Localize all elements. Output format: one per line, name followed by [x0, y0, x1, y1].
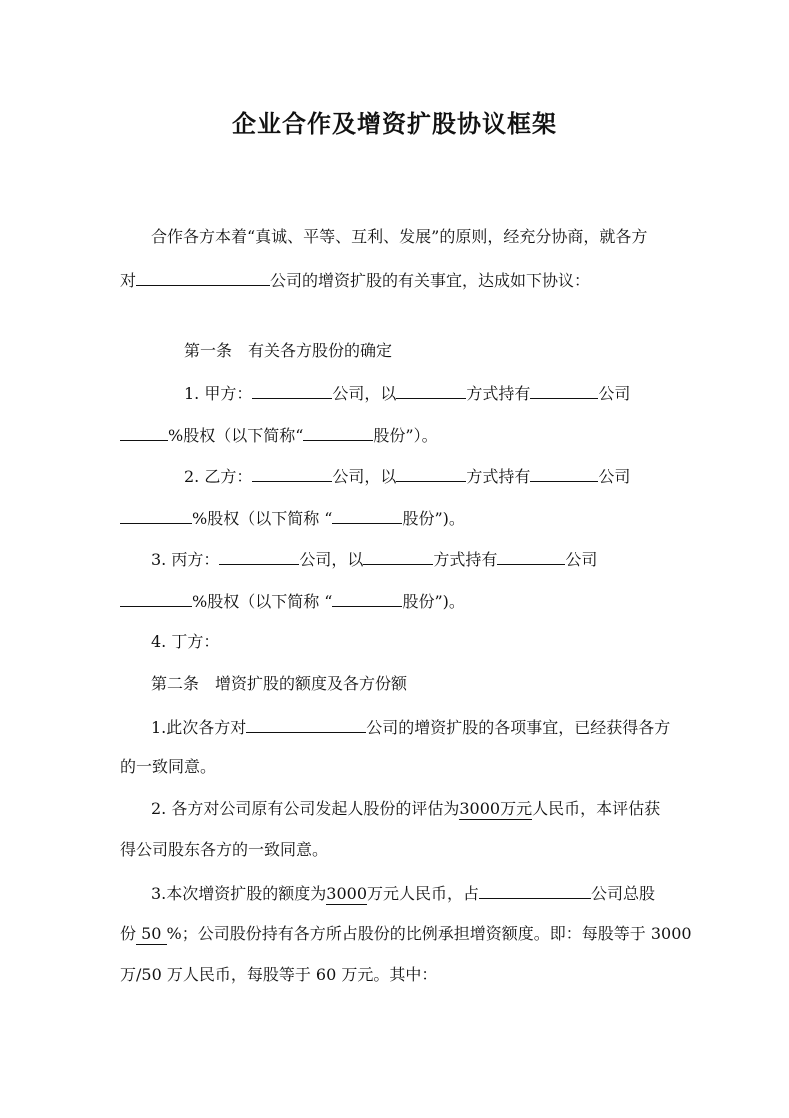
party-a-company-text: 公司，以 [332, 384, 397, 403]
party-b-share-name-blank [332, 506, 402, 524]
art2-p1-line-1 [151, 715, 670, 739]
intro-line-2-text: 公司的增资扩股的有关事宜，达成如下协议： [270, 271, 591, 290]
art2-p3-prefix: 3.本次增资扩股的额度为 [151, 884, 327, 903]
art2-p2-text: 人民币，本评估获 [532, 799, 661, 818]
party-c-line-2 [120, 589, 465, 613]
party-a-share-text: %股权（以下简称“ [168, 426, 304, 445]
party-d-line: 4. 丁方： [151, 632, 220, 651]
intro-line-2-prefix: 对 [120, 271, 137, 290]
party-c-company-text: 公司，以 [299, 550, 364, 569]
party-b-method-text: 方式持有 [466, 467, 531, 486]
party-b-company-text: 公司，以 [332, 467, 397, 486]
art2-p3-share-word: 份 [120, 924, 137, 943]
party-c-line [151, 547, 597, 571]
art2-p3-amount: 3000 [326, 884, 367, 903]
party-a-label: 1. 甲方： [184, 384, 253, 403]
art2-p2-line-1 [151, 798, 660, 820]
art2-p3-text-1: 万元人民币，占 [367, 884, 480, 903]
party-a-share-name-blank [303, 423, 373, 441]
party-a-method-blank [396, 381, 466, 399]
party-a-company2-text: 公司 [598, 384, 631, 403]
party-c-share-name-blank [332, 589, 402, 607]
art2-p3-line-1 [151, 881, 655, 905]
article-1-heading: 第一条 有关各方股份的确定 [184, 341, 393, 360]
art2-p1-prefix: 1.此次各方对 [151, 718, 247, 737]
party-c-label: 3. 丙方： [151, 550, 220, 569]
art2-company-blank [246, 715, 366, 733]
party-a-line [184, 381, 630, 405]
party-b-company2-text: 公司 [598, 467, 631, 486]
party-b-line-2 [120, 506, 465, 530]
intro-line-2 [120, 268, 590, 292]
party-a-method-text: 方式持有 [466, 384, 531, 403]
art2-p3-text-2: 公司总股 [591, 884, 656, 903]
art2-p2-amount: 3000万元 [459, 799, 533, 818]
party-b-label: 2. 乙方： [184, 467, 253, 486]
party-c-method-blank [363, 547, 433, 565]
party-c-share-end: 股份”)。 [402, 592, 465, 611]
art2-p1-line-2: 的一致同意。 [120, 757, 217, 776]
art2-p3-percent: 50 [136, 924, 167, 943]
party-b-name-blank [252, 464, 332, 482]
party-c-share-text: %股权（以下简称 “ [192, 592, 333, 611]
party-c-name-blank [219, 547, 299, 565]
party-a-share-end: 股份”）。 [373, 426, 438, 445]
party-c-percent-blank [120, 589, 192, 607]
art2-p3-line-2 [120, 923, 692, 945]
party-b-held-company-blank [530, 464, 598, 482]
party-b-share-text: %股权（以下简称 “ [192, 509, 333, 528]
art2-p3-company-blank [479, 881, 591, 899]
art2-p1-text: 公司的增资扩股的各项事宜，已经获得各方 [366, 718, 671, 737]
party-b-method-blank [396, 464, 466, 482]
party-c-held-company-blank [497, 547, 565, 565]
art2-p3-line-3: 万/50 万人民币，每股等于 60 万元。其中： [120, 965, 438, 984]
party-a-percent-blank [120, 423, 168, 441]
party-a-name-blank [252, 381, 332, 399]
art2-p3-text-3: %；公司股份持有各方所占股份的比例承担增资额度。即：每股等于 3000 [166, 924, 692, 943]
party-a-held-company-blank [530, 381, 598, 399]
art2-p2-line-2: 得公司股东各方的一致同意。 [120, 840, 329, 859]
article-2-heading: 第二条 增资扩股的额度及各方份额 [151, 674, 408, 693]
party-b-line [184, 464, 630, 488]
document-title: 企业合作及增资扩股协议框架 [232, 109, 557, 138]
party-b-percent-blank [120, 506, 192, 524]
intro-line-1: 合作各方本着“真诚、平等、互利、发展”的原则，经充分协商，就各方 [151, 227, 648, 246]
party-b-share-end: 股份”)。 [402, 509, 465, 528]
party-a-line-2 [120, 423, 438, 447]
art2-p2-prefix: 2. 各方对公司原有公司发起人股份的评估为 [151, 799, 460, 818]
company-blank [136, 268, 270, 286]
party-c-method-text: 方式持有 [433, 550, 498, 569]
party-c-company2-text: 公司 [565, 550, 598, 569]
